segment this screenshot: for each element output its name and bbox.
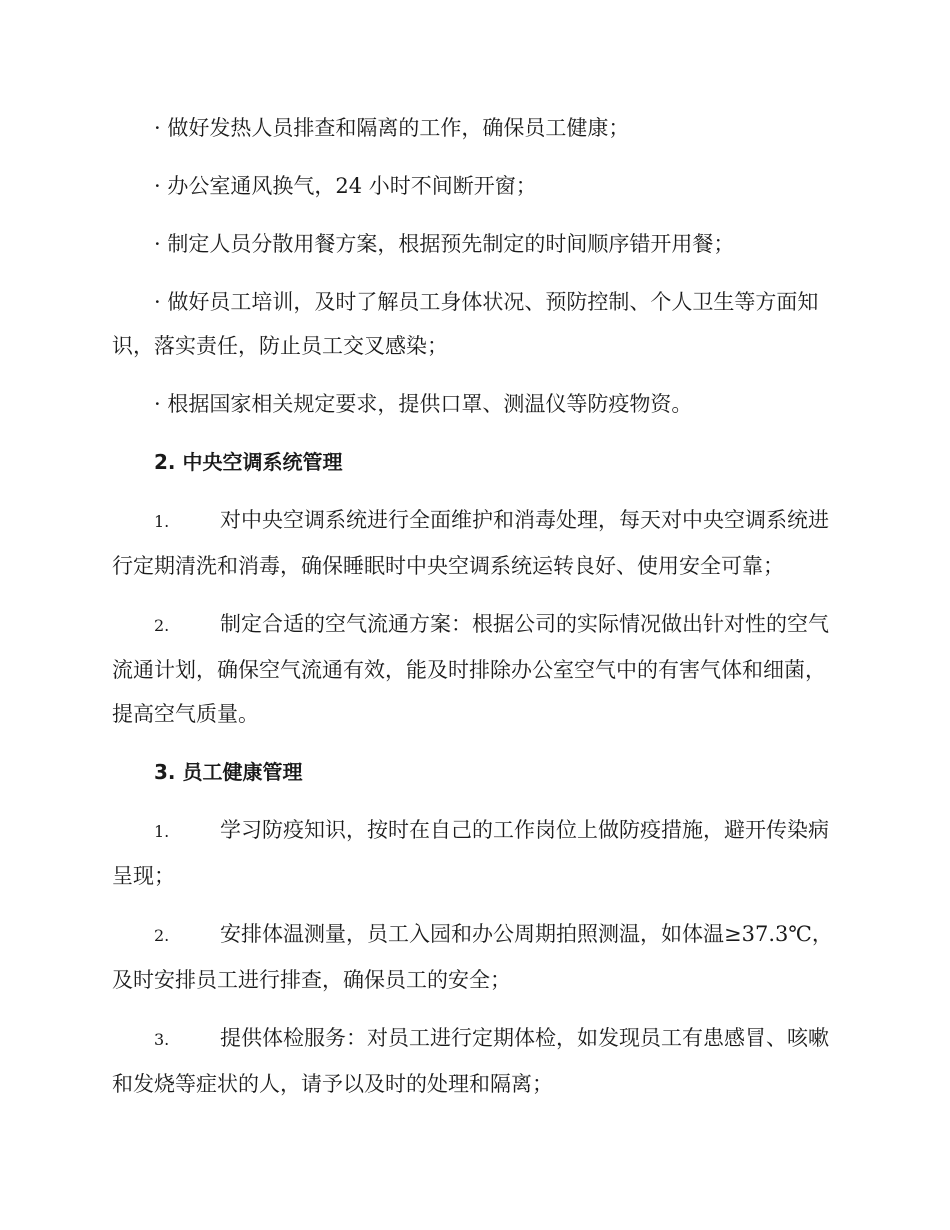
numbered-item xyxy=(112,808,836,898)
document-body xyxy=(112,106,836,1120)
item-text: 制定合适的空气流通方案：根据公司的实际情况做出针对性的空气流通计划，确保空气流通有效，能及时排除办公室空气中的有害气体和细菌，提高空气质量。 xyxy=(112,612,829,726)
item-number: 2. xyxy=(154,616,170,635)
item-number: 3. xyxy=(154,1030,170,1049)
item-number: 2. xyxy=(154,926,170,945)
item-text: 对中央空调系统进行全面维护和消毒处理，每天对中央空调系统进行定期清洗和消毒，确保睡眠时中央空调系统运转良好、使用安全可靠； xyxy=(112,508,829,578)
section-heading: 2. 中央空调系统管理 xyxy=(154,450,343,474)
bullet-item: · 办公室通风换气，24 小时不间断开窗； xyxy=(154,174,537,198)
numbered-item xyxy=(112,912,836,1002)
bullet-item: · 做好发热人员排查和隔离的工作，确保员工健康； xyxy=(154,116,630,140)
item-text: 提供体检服务：对员工进行定期体检，如发现员工有患感冒、咳嗽和发烧等症状的人，请予以及时的处理和隔离； xyxy=(112,1026,829,1096)
bullet-item: · 根据国家相关规定要求，提供口罩、测温仪等防疫物资。 xyxy=(154,392,693,416)
item-text: 学习防疫知识，按时在自己的工作岗位上做防疫措施，避开传染病呈现； xyxy=(112,818,829,888)
bullet-item: · 做好员工培训，及时了解员工身体状况、预防控制、个人卫生等方面知识，落实责任，防止员工交叉感染； xyxy=(112,290,819,358)
item-text: 安排体温测量，员工入园和办公周期拍照测温，如体温≥37.3℃，及时安排员工进行排查，确保员工的安全； xyxy=(112,922,833,992)
numbered-item xyxy=(112,498,836,588)
numbered-item xyxy=(112,1016,836,1106)
bullet-item: · 制定人员分散用餐方案，根据预先制定的时间顺序错开用餐； xyxy=(154,232,735,256)
numbered-item xyxy=(112,602,836,736)
item-number: 1. xyxy=(154,512,170,531)
section-heading: 3. 员工健康管理 xyxy=(154,760,303,784)
item-number: 1. xyxy=(154,822,170,841)
